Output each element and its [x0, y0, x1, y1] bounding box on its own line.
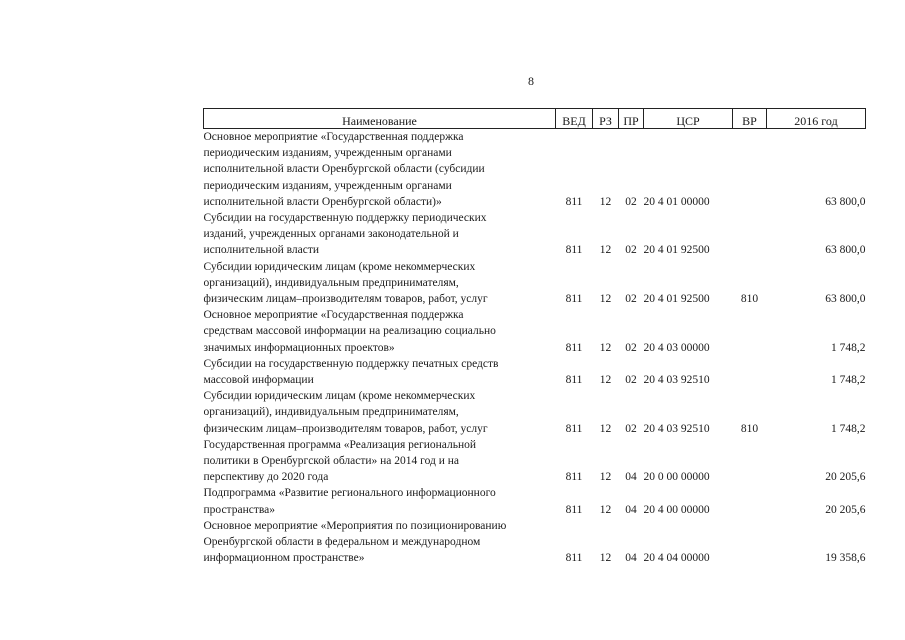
- row-csr: 20 4 03 00000: [643, 341, 710, 354]
- header-pr: ПР: [619, 109, 644, 129]
- row-amount: 1 748,2: [831, 422, 866, 435]
- row-name-line: изданий, учрежденных органами законодательной и: [203, 228, 459, 241]
- row-vr: [733, 356, 767, 388]
- row-name: [204, 356, 556, 388]
- row-ved: 811: [565, 244, 583, 257]
- table-row: [204, 356, 866, 388]
- header-csr: ЦСР: [644, 109, 733, 129]
- row-rz: 12: [599, 341, 612, 354]
- row-pr: 02: [625, 341, 637, 354]
- row-ved: 811: [565, 341, 583, 354]
- row-name-line: исполнительной власти Оренбургской области)»: [203, 195, 442, 208]
- header-ved: ВЕД: [556, 109, 593, 129]
- row-csr: 20 4 04 00000: [643, 552, 710, 565]
- row-vr: 810: [740, 422, 759, 435]
- row-name-line: Подпрограмма «Развитие регионального информационного: [203, 487, 496, 500]
- row-csr: 20 4 01 92500: [643, 244, 710, 257]
- row-pr: 02: [625, 244, 637, 257]
- row-pr: 04: [625, 471, 637, 484]
- row-vr: [733, 307, 767, 356]
- header-year: 2016 год: [767, 109, 866, 129]
- table-row: [204, 307, 866, 356]
- row-ved: 811: [565, 195, 583, 208]
- row-name-line: Субсидии юридическим лицам (кроме некоммерческих: [203, 390, 476, 403]
- row-ved: 811: [565, 374, 583, 387]
- row-rz: 12: [599, 195, 612, 208]
- row-name: [204, 259, 556, 308]
- row-rz: 12: [599, 244, 612, 257]
- row-name-line: Оренбургской области в федеральном и международном: [203, 536, 481, 549]
- row-pr: 02: [625, 293, 637, 306]
- table-row: [204, 259, 866, 308]
- row-amount: 19 358,6: [825, 552, 866, 565]
- row-name: [204, 129, 556, 211]
- row-csr: 20 0 00 00000: [643, 471, 710, 484]
- row-name-line: физическим лицам–производителям товаров, работ, услуг: [203, 293, 488, 306]
- row-name-line: информационном пространстве»: [203, 552, 365, 565]
- row-pr: 02: [625, 374, 637, 387]
- row-name-line: организаций), индивидуальным предпринимателям,: [203, 406, 459, 419]
- row-name-line: организаций), индивидуальным предпринимателям,: [203, 276, 459, 289]
- row-name-line: средствам массовой информации на реализацию социально: [203, 325, 496, 338]
- table-row: [204, 518, 866, 567]
- row-name: [204, 210, 556, 259]
- row-vr: [733, 518, 767, 567]
- row-vr: [733, 437, 767, 486]
- table-row: [204, 437, 866, 486]
- row-ved: 811: [565, 422, 583, 435]
- row-name-line: Основное мероприятие «Государственная поддержка: [203, 309, 464, 322]
- header-name: Наименование: [204, 109, 556, 129]
- row-rz: 12: [599, 293, 612, 306]
- row-pr: 02: [625, 422, 637, 435]
- table-row: [204, 129, 866, 211]
- table-row: [204, 388, 866, 437]
- table-row: [204, 485, 866, 517]
- row-ved: 811: [565, 471, 583, 484]
- row-pr: 04: [625, 552, 637, 565]
- row-name-line: Основное мероприятие «Мероприятия по позиционированию: [203, 519, 507, 532]
- row-name-line: Субсидии на государственную поддержку периодических: [203, 212, 487, 225]
- row-ved: 811: [565, 503, 583, 516]
- row-ved: 811: [565, 552, 583, 565]
- row-name-line: перспективу до 2020 года: [203, 471, 329, 484]
- row-csr: 20 4 03 92510: [643, 422, 710, 435]
- row-vr: [733, 129, 767, 211]
- row-name: [204, 388, 556, 437]
- row-name-line: физическим лицам–производителям товаров, работ, услуг: [203, 422, 488, 435]
- row-rz: 12: [599, 471, 612, 484]
- row-pr: 02: [625, 195, 637, 208]
- row-name-line: политики в Оренбургской области» на 2014 год и на: [203, 455, 460, 468]
- row-amount: 63 800,0: [825, 293, 866, 306]
- row-vr: [733, 210, 767, 259]
- row-name-line: периодическим изданиям, учрежденным органами: [203, 147, 452, 160]
- row-csr: 20 4 03 92510: [643, 374, 710, 387]
- row-name: [204, 485, 556, 517]
- budget-table: [203, 108, 866, 566]
- table-row: [204, 210, 866, 259]
- row-amount: 63 800,0: [825, 244, 866, 257]
- header-rz: РЗ: [593, 109, 619, 129]
- row-name-line: Субсидии на государственную поддержку печатных средств: [203, 357, 499, 370]
- row-name: [204, 307, 556, 356]
- row-name-line: массовой информации: [203, 374, 314, 387]
- row-amount: 1 748,2: [831, 374, 866, 387]
- row-rz: 12: [599, 422, 612, 435]
- row-vr: 810: [740, 293, 759, 306]
- row-name-line: Основное мероприятие «Государственная поддержка: [203, 131, 464, 143]
- row-rz: 12: [599, 374, 612, 387]
- row-amount: 63 800,0: [825, 195, 866, 208]
- row-name-line: пространства»: [203, 503, 275, 516]
- row-ved: 811: [565, 293, 583, 306]
- row-csr: 20 4 00 00000: [643, 503, 710, 516]
- row-name-line: исполнительной власти Оренбургской области (субсидии: [203, 163, 485, 176]
- row-rz: 12: [599, 552, 612, 565]
- row-name-line: Субсидии юридическим лицам (кроме некоммерческих: [203, 260, 476, 273]
- row-rz: 12: [599, 503, 612, 516]
- row-name: [204, 437, 556, 486]
- row-csr: 20 4 01 92500: [643, 293, 710, 306]
- row-amount: 1 748,2: [831, 341, 866, 354]
- row-csr: 20 4 01 00000: [643, 195, 710, 208]
- table-header-row: [204, 109, 866, 129]
- row-amount: 20 205,6: [825, 503, 866, 516]
- row-name-line: значимых информационных проектов»: [203, 341, 395, 354]
- row-name-line: исполнительной власти: [203, 244, 320, 257]
- row-name-line: периодическим изданиям, учрежденным органами: [203, 179, 452, 192]
- page-number: 8: [528, 74, 534, 88]
- row-name-line: Государственная программа «Реализация региональной: [203, 438, 477, 451]
- row-pr: 04: [625, 503, 637, 516]
- row-vr: [733, 485, 767, 517]
- header-vr: ВР: [733, 109, 767, 129]
- row-amount: 20 205,6: [825, 471, 866, 484]
- row-name: [204, 518, 556, 567]
